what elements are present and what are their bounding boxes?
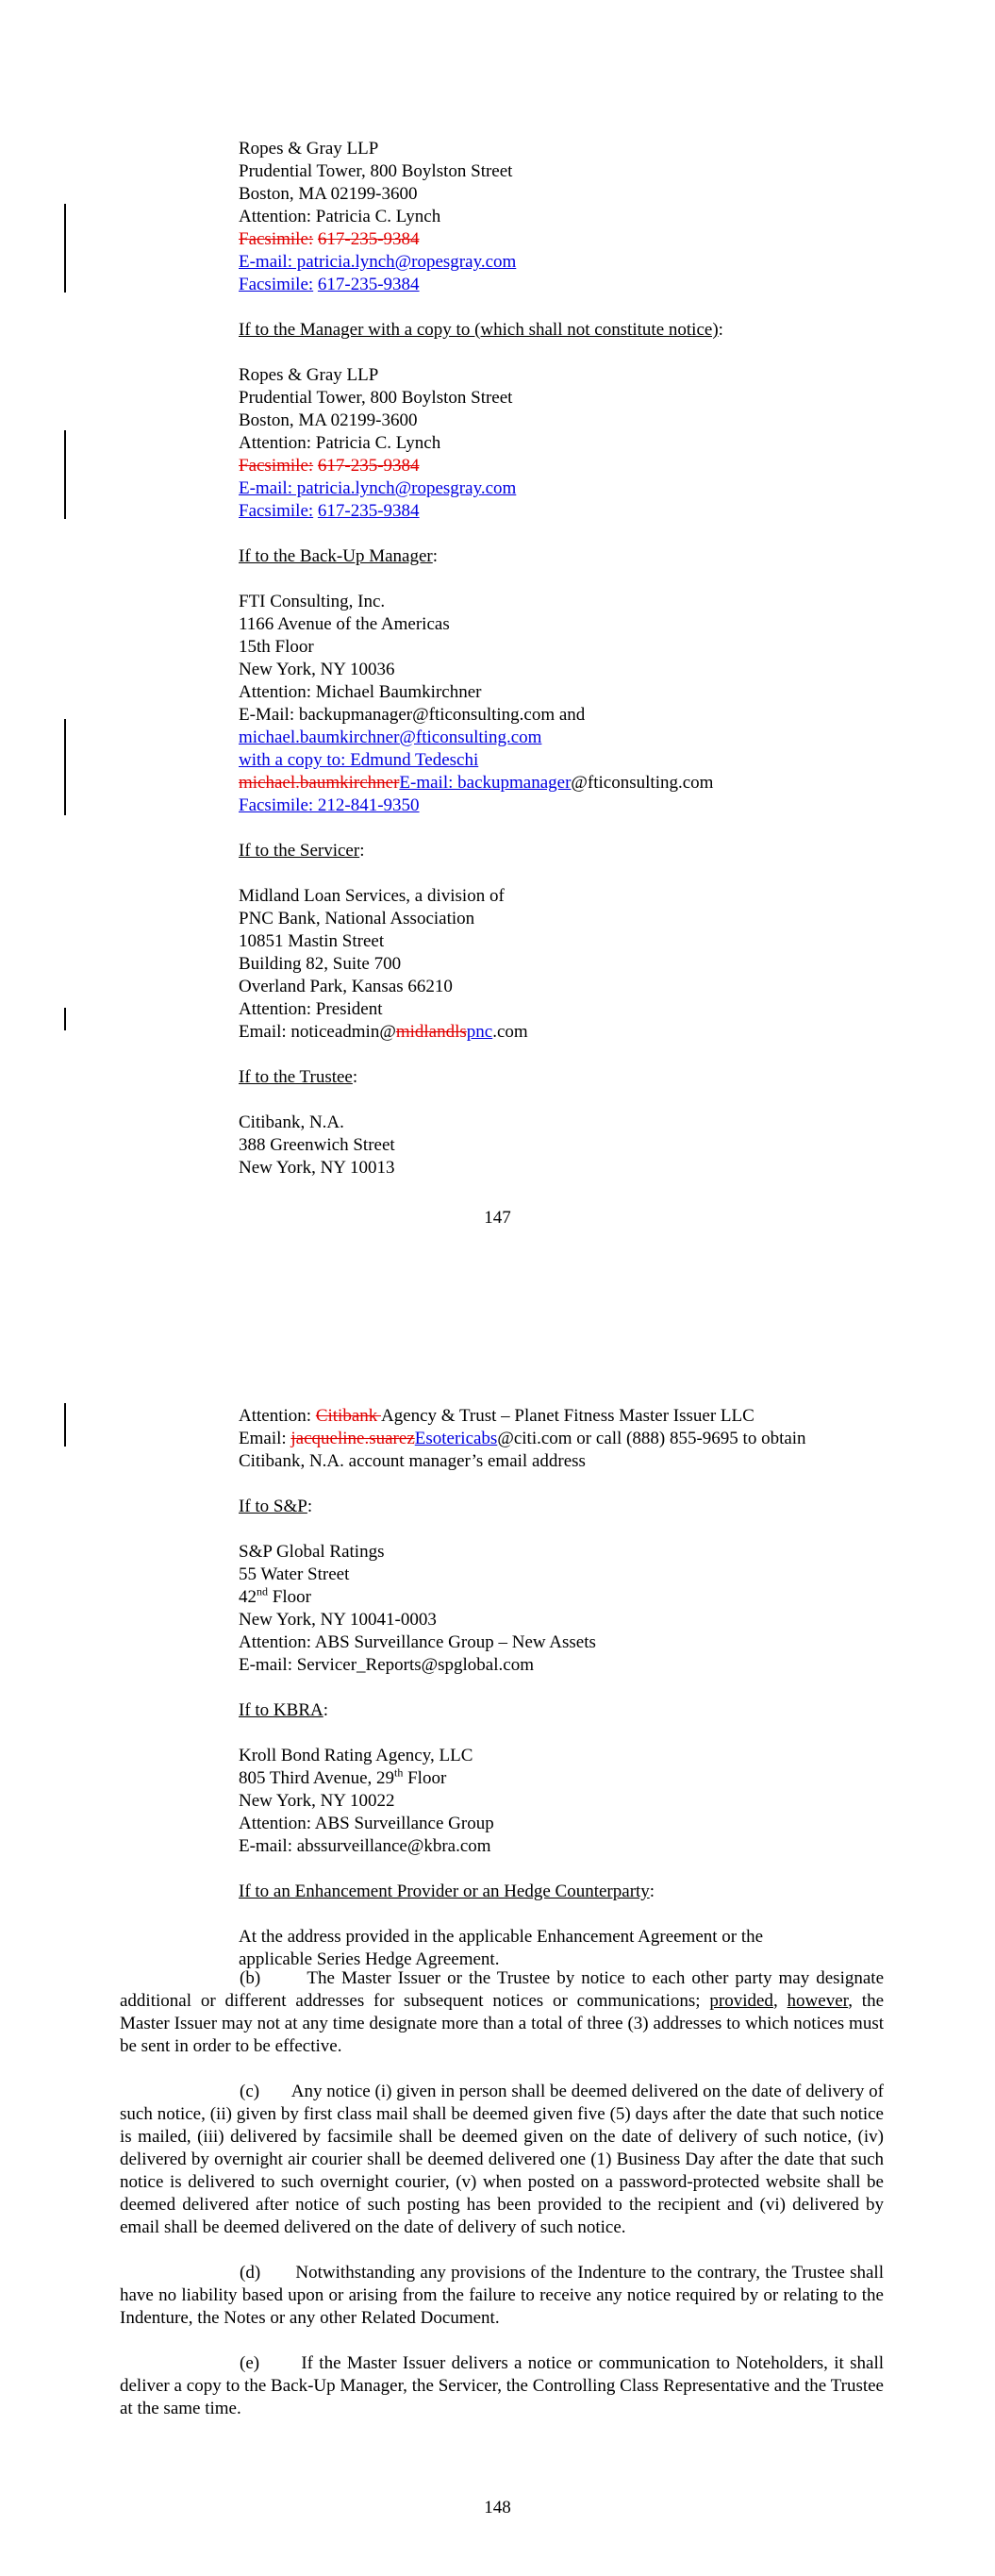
address-line: PNC Bank, National Association <box>239 909 475 928</box>
address-line: Prudential Tower, 800 Boylston Street <box>239 388 513 408</box>
ordinal-suffix: th <box>394 1765 404 1780</box>
servicer-email-line <box>239 1021 899 1044</box>
heading-colon: : <box>352 1067 358 1087</box>
heading-manager <box>239 319 899 342</box>
address-line: Midland Loan Services, a division of <box>239 886 505 906</box>
heading-backup-manager <box>239 545 899 568</box>
inserted-copy-line <box>239 749 899 772</box>
heading-colon: : <box>359 841 365 861</box>
address-line: Ropes & Gray LLP <box>239 139 379 159</box>
page-148 <box>0 1288 995 2576</box>
deleted-text: Facsimile: <box>239 456 314 476</box>
email-line-continued: Citibank, N.A. account manager’s email address <box>239 1451 586 1471</box>
inserted-email-line <box>239 727 899 749</box>
paragraph-text: , <box>772 1991 788 2011</box>
floor-line <box>239 1586 899 1609</box>
address-line: Boston, MA 02199-3600 <box>239 410 418 430</box>
inserted-fax-line <box>239 795 899 817</box>
address-line: Attention: Patricia C. Lynch <box>239 207 441 226</box>
deleted-text: 617-235-9384 <box>317 456 420 476</box>
email-domain: @fticonsulting.com <box>571 773 714 793</box>
inserted-fax-line <box>239 274 899 296</box>
body-paragraphs <box>120 1967 884 2443</box>
heading-text: If to S&P <box>239 1497 307 1516</box>
deleted-fax-line <box>239 455 899 477</box>
address-line: Ropes & Gray LLP <box>239 365 379 385</box>
address-line: E-Mail: backupmanager@fticonsulting.com and <box>239 705 586 725</box>
inserted-text: Esotericabs <box>414 1429 498 1448</box>
heading-text: If to the Back-Up Manager <box>239 546 433 566</box>
address-line: New York, NY 10036 <box>239 660 395 679</box>
address-line: E-mail: abssurveillance@kbra.com <box>239 1836 491 1856</box>
deleted-text: jacqueline.suarez <box>290 1429 415 1448</box>
heading-colon: : <box>323 1700 329 1720</box>
inserted-text: Facsimile: 212-841-9350 <box>239 795 420 815</box>
deleted-text: michael.baumkirchner <box>239 773 400 793</box>
email-suffix: .com <box>492 1022 528 1042</box>
enhancement-text: At the address provided in the applicable Enhancement Agreement or the applicable Series Hedge Agreement. <box>239 1927 764 1969</box>
address-line: Attention: ABS Surveillance Group – New Assets <box>239 1632 596 1652</box>
inserted-text: Facsimile: <box>239 275 314 294</box>
heading-servicer <box>239 840 899 862</box>
page-number: 148 <box>484 2498 511 2517</box>
address-line: Attention: President <box>239 999 383 1019</box>
change-bar <box>64 719 66 815</box>
inserted-text: E-mail: patricia.lynch@ropesgray.com <box>239 252 517 272</box>
inserted-text: E-mail: backupmanager <box>399 773 572 793</box>
change-bar <box>64 1403 66 1447</box>
address-line: Citibank, N.A. <box>239 1112 344 1132</box>
email-prefix: Email: noticeadmin@ <box>239 1022 396 1042</box>
deleted-text: 617-235-9384 <box>317 229 420 249</box>
inserted-text: with a copy to: Edmund Tedeschi <box>239 750 479 770</box>
deleted-text: Citibank <box>315 1406 381 1426</box>
heading-sp <box>239 1496 899 1518</box>
inserted-text: michael.baumkirchner@fticonsulting.com <box>239 728 542 747</box>
email-rest: @citi.com or call (888) 855-9695 to obtain <box>497 1429 806 1448</box>
street-text: 805 Third Avenue, 29 <box>239 1768 394 1788</box>
address-line: S&P Global Ratings <box>239 1542 385 1562</box>
heading-kbra <box>239 1699 899 1722</box>
emphasis-provided: provided <box>709 1991 773 2011</box>
notice-addresses-147 <box>239 138 899 1179</box>
revised-email-line <box>239 772 899 795</box>
attention-line <box>239 1405 899 1428</box>
email-label: Email: <box>239 1429 291 1448</box>
attention-value: Agency & Trust – Planet Fitness Master Issuer LLC <box>380 1406 755 1426</box>
change-bar <box>64 1008 66 1030</box>
address-line: 1166 Avenue of the Americas <box>239 614 450 634</box>
deleted-fax-line <box>239 228 899 251</box>
heading-colon: : <box>307 1497 313 1516</box>
page-number: 147 <box>484 1208 511 1228</box>
paragraph-d: (d) Notwithstanding any provisions of the Indenture to the contrary, the Trustee shall have no liability based upon or arising from the failure to receive any notice required by or relating to the Indenture, the Notes or any other Related Document. <box>120 2263 884 2328</box>
inserted-fax-line <box>239 500 899 523</box>
deleted-text: midlandls <box>395 1022 467 1042</box>
attention-label: Attention: <box>239 1406 316 1426</box>
email-line <box>239 1428 899 1450</box>
emphasis-however: however <box>787 1991 849 2011</box>
address-line: 388 Greenwich Street <box>239 1135 395 1155</box>
floor-word: Floor <box>403 1768 447 1788</box>
address-line: 15th Floor <box>239 637 314 657</box>
address-line: Prudential Tower, 800 Boylston Street <box>239 161 513 181</box>
address-line: New York, NY 10013 <box>239 1158 395 1178</box>
floor-line <box>239 1767 899 1790</box>
address-line: Boston, MA 02199-3600 <box>239 184 418 204</box>
inserted-email-line <box>239 251 899 274</box>
address-line: Attention: Michael Baumkirchner <box>239 682 482 702</box>
inserted-text: pnc <box>466 1022 493 1042</box>
heading-text: If to the Trustee <box>239 1067 353 1087</box>
inserted-text: Facsimile: <box>239 501 314 521</box>
address-line: Kroll Bond Rating Agency, LLC <box>239 1746 473 1765</box>
heading-text: If to KBRA <box>239 1700 323 1720</box>
heading-colon: : <box>718 320 723 340</box>
inserted-text: 617-235-9384 <box>317 275 420 294</box>
inserted-text: 617-235-9384 <box>317 501 420 521</box>
heading-colon: : <box>432 546 439 566</box>
address-line: New York, NY 10041-0003 <box>239 1610 437 1630</box>
change-bar <box>64 204 66 293</box>
heading-enhancement-provider <box>239 1881 899 1903</box>
floor-word: Floor <box>268 1587 311 1607</box>
heading-text: If to an Enhancement Provider or an Hedge Counterparty <box>239 1882 650 1901</box>
paragraph-text: , the Master Issuer may not at any time designate more than a total of three (3) addresses to which notices must be sent in order to be effective. <box>120 1991 885 2056</box>
heading-colon: : <box>649 1882 655 1901</box>
floor-number: 42 <box>239 1587 257 1607</box>
address-line: New York, NY 10022 <box>239 1791 395 1811</box>
address-line: Building 82, Suite 700 <box>239 954 402 974</box>
address-line: 10851 Mastin Street <box>239 931 385 951</box>
address-line: Overland Park, Kansas 66210 <box>239 977 453 996</box>
paragraph-c: (c) Any notice (i) given in person shall be deemed delivered on the date of delivery of such notice, (ii) given by first class mail shall be deemed given five (5) days after the date that such notice is mailed, (iii) delivered by facsimile shall be deemed given on the date of delivery of such notice, (iv) delivered by overnight air courier shall be deemed delivered one (1) Business Day after the date that such notice is delivered to such overnight courier, (v) when posted on a password-protected website shall be deemed delivered after notice of such posting has been provided to the recipient and (vi) delivered by email shall be deemed delivered on the date of delivery of such notice. <box>120 2082 884 2237</box>
address-line: Attention: Patricia C. Lynch <box>239 433 441 453</box>
inserted-email-line <box>239 477 899 500</box>
notice-addresses-148 <box>239 1405 899 1971</box>
heading-text: If to the Servicer <box>239 841 360 861</box>
ordinal-suffix: nd <box>257 1584 268 1598</box>
address-line: FTI Consulting, Inc. <box>239 592 386 611</box>
paragraph-e: (e) If the Master Issuer delivers a notice or communication to Noteholders, it shall deliver a copy to the Back-Up Manager, the Servicer, the Controlling Class Representative and the Trustee at the same time. <box>120 2353 884 2418</box>
heading-text: If to the Manager with a copy to (which shall not constitute notice) <box>239 320 719 340</box>
address-line: 55 Water Street <box>239 1564 350 1584</box>
deleted-text: Facsimile: <box>239 229 314 249</box>
address-line: Attention: ABS Surveillance Group <box>239 1814 494 1833</box>
paragraph-b <box>120 1967 884 2058</box>
inserted-text: E-mail: patricia.lynch@ropesgray.com <box>239 478 517 498</box>
heading-trustee <box>239 1066 899 1089</box>
address-line: E-mail: Servicer_Reports@spglobal.com <box>239 1655 534 1675</box>
change-bar <box>64 430 66 519</box>
paragraph-text: (b) The Master Issuer or the Trustee by notice to each other party may designate additional or different addresses for subsequent notices or communications; <box>120 1968 884 2011</box>
